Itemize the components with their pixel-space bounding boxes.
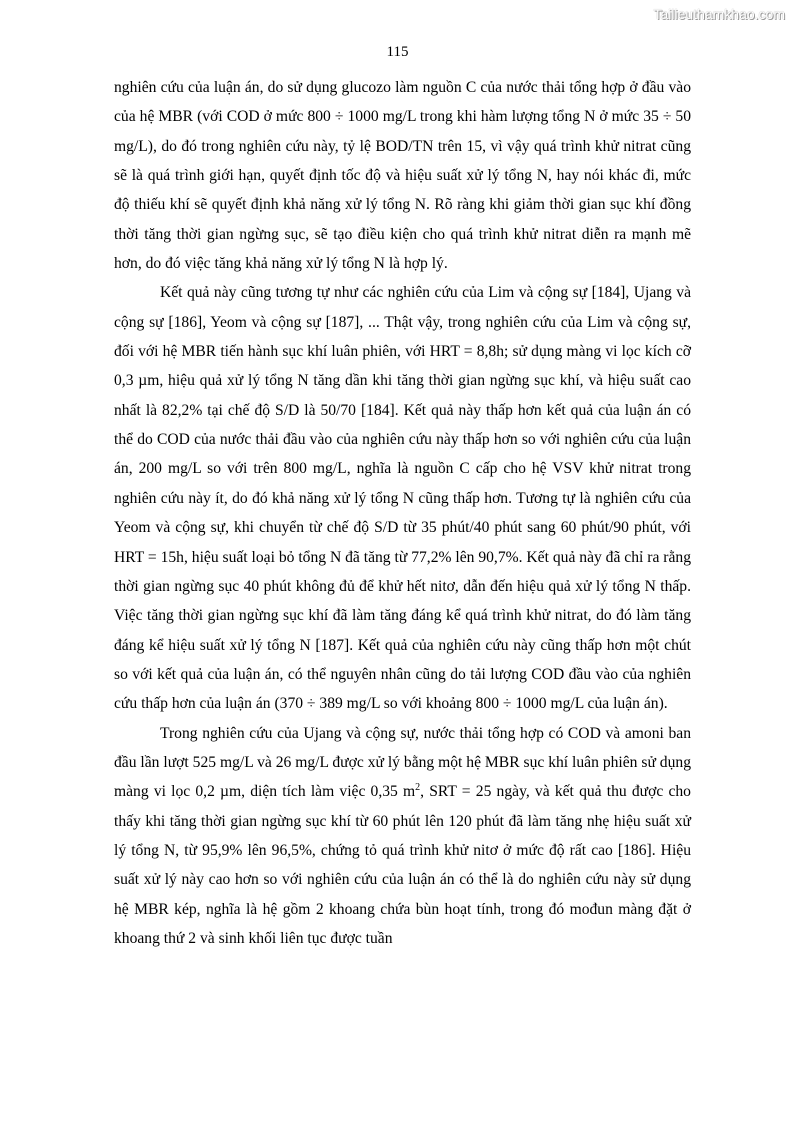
body-text	[114, 73, 691, 953]
watermark: Tailieuthamkhao.com	[653, 6, 785, 22]
superscript-2: 2	[415, 782, 421, 794]
paragraph-3-text-after: , SRT = 25 ngày, và kết quả thu được cho thấy khi tăng thời gian ngừng sục khí từ 60 phút lên 120 phút đã làm tăng nhẹ hiệu suất xử lý tổng N, từ 95,9% lên 96,5%, chứng tỏ quá trình khử nitơ ở mức độ rất cao [186]. Hiệu suất xử lý này cao hơn so với nghiên cứu của luận án có thể là do nghiên cứu này sử dụng hệ MBR kép, nghĩa là hệ gồm 2 khoang chứa bùn hoạt tính, trong đó mođun màng đặt ở khoang thứ 2 và sinh khối liên tục được tuần	[114, 783, 691, 947]
paragraph-3	[114, 719, 691, 954]
paragraph-1: nghiên cứu của luận án, do sử dụng glucozo làm nguồn C của nước thải tổng hợp ở đầu vào của hệ MBR (với COD ở mức 800 ÷ 1000 mg/L trong khi hàm lượng tổng N ở mức 35 ÷ 50 mg/L), do đó trong nghiên cứu này, tỷ lệ BOD/TN trên 15, vì vậy quá trình khử nitrat cũng sẽ là quá trình giới hạn, quyết định tốc độ và hiệu suất xử lý tổng N, hay nói khác đi, mức độ thiếu khí sẽ quyết định khả năng xử lý tổng N. Rõ ràng khi giảm thời gian sục khí đồng thời tăng thời gian ngừng sục, sẽ tạo điều kiện cho quá trình khử nitrat diễn ra mạnh mẽ hơn, do đó việc tăng khả năng xử lý tổng N là hợp lý.	[114, 79, 691, 273]
page-number: 115	[386, 44, 409, 60]
paragraph-3-text-before: Trong nghiên cứu của Ujang và cộng sự, nước thải tổng hợp có COD và amoni ban đầu lần lượt 525 mg/L và 26 mg/L được xử lý bằng một hệ MBR sục khí luân phiên sử dụng màng vi lọc 0,2 µm, diện tích làm việc 0,35 m	[114, 724, 691, 801]
paragraph-2: Kết quả này cũng tương tự như các nghiên cứu của Lim và cộng sự [184], Ujang và cộng sự [186], Yeom và cộng sự [187], ... Thật vậy, trong nghiên cứu của Lim và cộng sự, đối với hệ MBR tiến hành sục khí luân phiên, với HRT = 8,8h; sử dụng màng vi lọc kích cỡ 0,3 µm, hiệu quả xử lý tổng N tăng dần khi tăng thời gian ngừng sục khí, và hiệu suất cao nhất là 82,2% tại chế độ S/D là 50/70 [184]. Kết quả này thấp hơn kết quả của luận án có thể do COD của nước thải đầu vào của nghiên cứu này thấp hơn so với nghiên cứu của luận án, 200 mg/L so với trên 800 mg/L, nghĩa là nguồn C cấp cho hệ VSV khử nitrat trong nghiên cứu này ít, do đó khả năng xử lý tổng N cũng thấp hơn. Tương tự là nghiên cứu của Yeom và cộng sự, khi chuyển từ chế độ S/D từ 35 phút/40 phút sang 60 phút/90 phút, với HRT = 15h, hiệu suất loại bỏ tổng N đã tăng từ 77,2% lên 90,7%. Kết quả này đã chỉ ra rằng thời gian ngừng sục 40 phút không đủ để khử hết nitơ, dẫn đến hiệu quả xử lý tổng N thấp. Việc tăng thời gian ngừng sục khí đã làm tăng đáng kể quá trình khử nitrat, do đó làm tăng đáng kể hiệu suất xử lý tổng N [187]. Kết quả của nghiên cứu này cũng thấp hơn một chút so với kết quả của luận án, có thể nguyên nhân cũng do tải lượng COD đầu vào của nghiên cứu thấp hơn của luận án (370 ÷ 389 mg/L so với khoảng 800 ÷ 1000 mg/L của luận án).	[114, 284, 691, 713]
